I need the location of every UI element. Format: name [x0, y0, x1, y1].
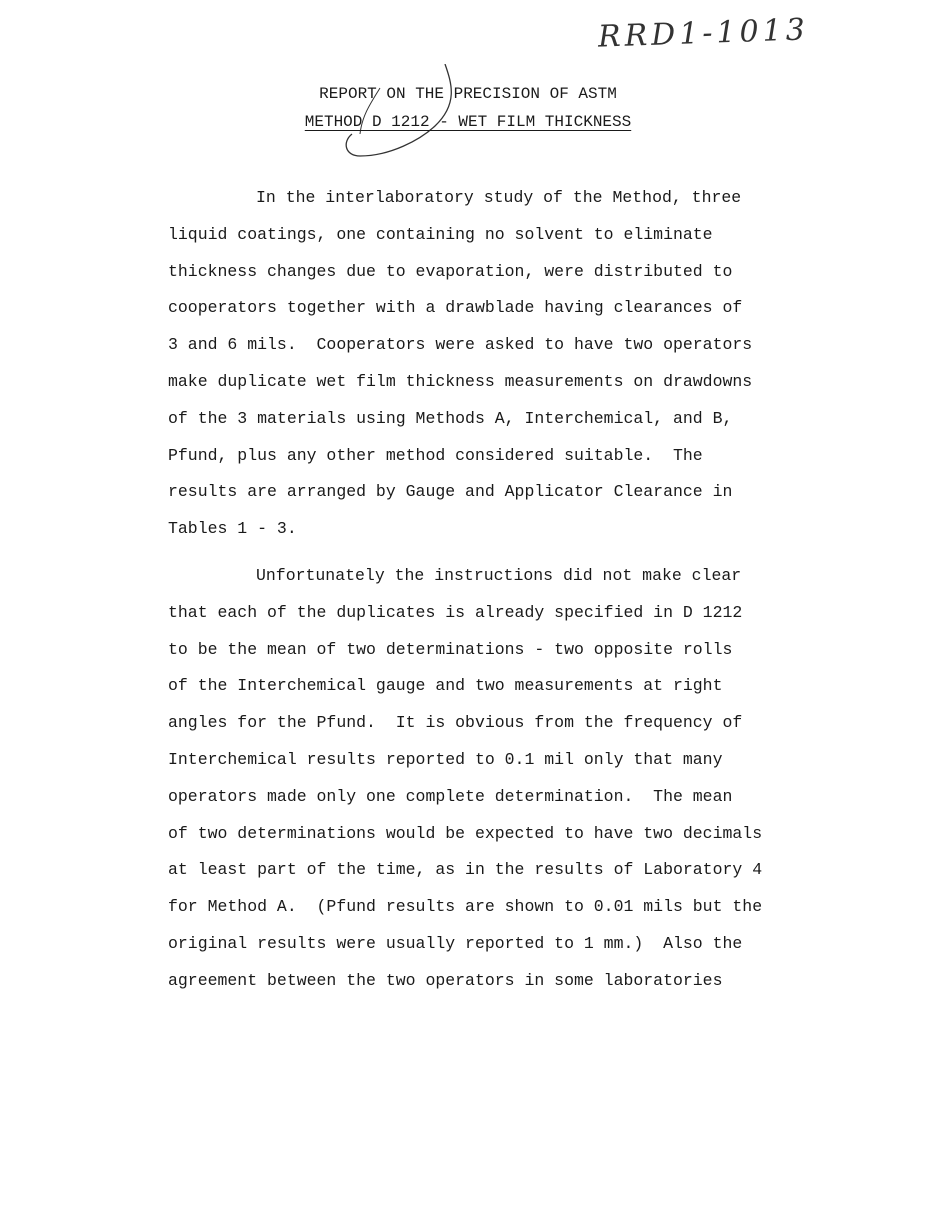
- text-line: of two determinations would be expected to have two decimals: [168, 823, 763, 843]
- text-line: of the 3 materials using Methods A, Interchemical, and B,: [168, 408, 733, 428]
- text-line: Unfortunately the instructions did not make clear: [256, 565, 742, 585]
- text-line: thickness changes due to evaporation, were distributed to: [168, 261, 733, 281]
- text-line: 3 and 6 mils. Cooperators were asked to have two operators: [168, 335, 753, 355]
- paragraph-2: [168, 558, 868, 1000]
- text-line: Tables 1 - 3.: [168, 519, 297, 539]
- title-line-2: METHOD D 1212 - WET FILM THICKNESS: [304, 113, 632, 131]
- text-line: Pfund, plus any other method considered suitable. The: [168, 445, 703, 465]
- text-line: results are arranged by Gauge and Applicator Clearance in: [168, 482, 733, 502]
- text-line: that each of the duplicates is already specified in D 1212: [168, 602, 743, 622]
- text-line: Interchemical results reported to 0.1 mil only that many: [168, 749, 723, 769]
- handwritten-annotation: RRD1-1013: [597, 12, 810, 55]
- title-line-1: REPORT ON THE PRECISION OF ASTM: [319, 85, 617, 103]
- text-line: make duplicate wet film thickness measurements on drawdowns: [168, 371, 753, 391]
- text-line: for Method A. (Pfund results are shown to 0.01 mils but the: [168, 897, 763, 917]
- text-line: at least part of the time, as in the results of Laboratory 4: [168, 860, 763, 880]
- text-line: liquid coatings, one containing no solvent to eliminate: [168, 224, 713, 244]
- text-line: to be the mean of two determinations - two opposite rolls: [168, 639, 733, 659]
- text-line: of the Interchemical gauge and two measurements at right: [168, 676, 723, 696]
- document-body: [168, 180, 868, 1000]
- text-line: operators made only one complete determination. The mean: [168, 786, 733, 806]
- text-line: agreement between the two operators in some laboratories: [168, 970, 723, 990]
- text-line: angles for the Pfund. It is obvious from the frequency of: [168, 713, 743, 733]
- document-title: [278, 80, 658, 136]
- text-line: original results were usually reported to 1 mm.) Also the: [168, 933, 743, 953]
- text-line: cooperators together with a drawblade having clearances of: [168, 298, 743, 318]
- paragraph-1: [168, 180, 868, 548]
- text-line: In the interlaboratory study of the Method, three: [256, 188, 742, 207]
